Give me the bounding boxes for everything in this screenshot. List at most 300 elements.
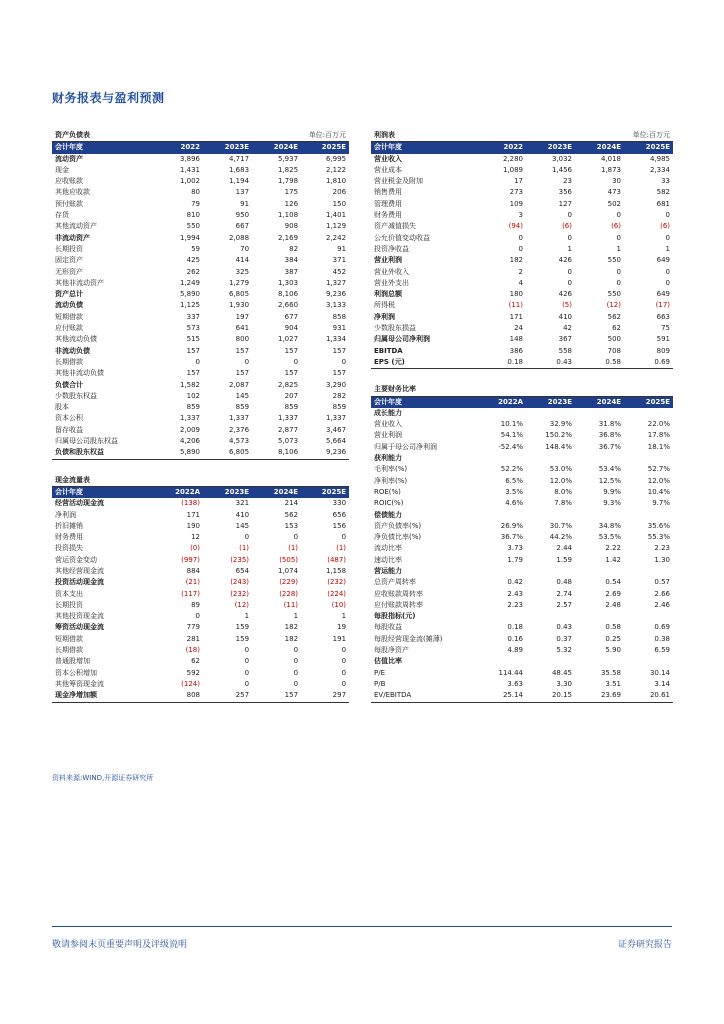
cell-value: 156 (332, 521, 347, 530)
cell-value: 0.69 (624, 357, 673, 369)
cell-value (477, 408, 526, 419)
row-label: 成长能力 (374, 408, 402, 417)
cell-value: 2,169 (277, 233, 299, 242)
column-header-year: 2022 (477, 142, 526, 154)
cell-value: 48.45 (551, 668, 572, 677)
cell-value (624, 408, 673, 419)
table-row (371, 566, 673, 577)
cell-value: (505) (279, 555, 299, 564)
cell-value: 410 (235, 510, 250, 519)
row-label: P/B (374, 679, 386, 688)
cell-value: 23 (563, 177, 572, 186)
cell-value: 562 (284, 510, 299, 519)
cell-value: 800 (235, 335, 250, 344)
section-title-row (52, 475, 349, 487)
cell-value: 931 (332, 324, 347, 333)
row-label: 营业利润 (374, 256, 402, 265)
cell-value: 0 (244, 657, 250, 666)
cell-value: 182 (284, 623, 299, 632)
cell-value: 180 (509, 290, 523, 299)
table-row (371, 622, 673, 633)
cell-value: 0 (244, 357, 250, 366)
cell-value: 859 (332, 403, 347, 412)
table-row (371, 278, 673, 289)
row-label: 营业外收入 (374, 267, 409, 276)
table-row (52, 656, 349, 667)
cell-value: 157 (186, 346, 200, 355)
table-row (52, 668, 349, 679)
row-label: 其他非流动负债 (55, 369, 104, 378)
row-label: 营业税金及附加 (374, 177, 423, 186)
left-financial-table (52, 130, 349, 703)
cell-value: 641 (235, 324, 250, 333)
table-row (52, 498, 349, 509)
cell-value: 91 (240, 199, 250, 208)
section-title-row (371, 384, 673, 396)
column-header-year: 2024E (575, 142, 624, 154)
table-row (371, 442, 673, 453)
row-label: 应付账款 (55, 324, 83, 333)
row-label: 折旧摊销 (55, 521, 83, 530)
cell-value (624, 510, 673, 521)
column-header-year: 2023E (203, 486, 252, 498)
cell-value: 1,303 (277, 278, 299, 287)
cell-value: 1,074 (277, 566, 299, 575)
table-row (52, 346, 349, 357)
footer-disclaimer-link[interactable]: 敬请参阅末页重要声明及评级说明 (52, 940, 188, 950)
cell-value: 550 (607, 256, 621, 265)
column-header-label: 会计年度 (371, 396, 477, 408)
cell-value: 5.90 (605, 646, 621, 655)
row-label: 资产减值损失 (374, 222, 416, 231)
table-row (52, 402, 349, 413)
cell-value: 22.0% (647, 420, 671, 429)
cell-value: 2.46 (654, 600, 671, 609)
cell-value: 1,798 (277, 177, 299, 186)
row-label: 营业收入 (374, 154, 402, 163)
cell-value: 2.23 (654, 544, 671, 553)
cell-value: 3.63 (507, 679, 523, 688)
cell-value: 0 (293, 357, 299, 366)
cell-value: 9,236 (326, 290, 347, 299)
row-label: 流动资产 (55, 154, 83, 163)
footer-divider (52, 926, 672, 927)
cell-value: 191 (332, 634, 347, 643)
table-row (52, 543, 349, 554)
cell-value: 1,930 (228, 301, 250, 310)
cell-value: 44.2% (549, 533, 572, 542)
cell-value: 4,018 (600, 154, 621, 163)
cell-value: 6,805 (203, 447, 252, 459)
column-header-year: 2022 (154, 142, 203, 154)
cell-value: 6,995 (326, 154, 347, 163)
section-spacer (371, 369, 673, 385)
cell-value: 0 (341, 657, 347, 666)
cell-value: 7.8% (554, 499, 572, 508)
column-header-year: 2022A (154, 486, 203, 498)
cell-value: 779 (186, 623, 200, 632)
table-row (371, 176, 673, 187)
cell-value (526, 656, 575, 667)
cell-value: 20.61 (624, 690, 673, 702)
cell-value: 1,125 (179, 301, 200, 310)
cell-value: 582 (656, 188, 671, 197)
cell-value (477, 453, 526, 464)
cell-value: 1 (665, 244, 671, 253)
cell-value: 0.48 (556, 578, 572, 587)
cell-value: (21) (185, 578, 200, 587)
cell-value: (232) (327, 578, 347, 587)
row-label: EPS (元) (371, 357, 477, 369)
cell-value: 282 (332, 391, 347, 400)
section-spacer (52, 459, 349, 475)
cell-value (477, 656, 526, 667)
cell-value: 23.69 (575, 690, 624, 702)
cell-value: 32.9% (549, 420, 572, 429)
section-title: 利润表 (371, 130, 575, 142)
cell-value: 55.3% (647, 533, 671, 542)
cell-value: 30.7% (549, 521, 572, 530)
section-unit (575, 384, 673, 396)
cell-value: 9.7% (652, 499, 671, 508)
cell-value: 12.5% (598, 476, 621, 485)
cell-value: 2.69 (605, 589, 621, 598)
row-label: 应收账款周转率 (374, 589, 423, 598)
cell-value: 1 (293, 612, 299, 621)
table-row (52, 210, 349, 221)
row-label: 销售费用 (374, 188, 402, 197)
cell-value: 0 (665, 211, 671, 220)
cell-value: 42 (563, 324, 572, 333)
row-label: 其他应收款 (55, 188, 90, 197)
cell-value: 1,582 (179, 380, 200, 389)
cell-value: 592 (186, 668, 200, 677)
cell-value: 4,206 (179, 437, 200, 446)
cell-value: 5,937 (277, 154, 299, 163)
cell-value: 54.1% (500, 431, 523, 440)
section-unit (252, 475, 349, 487)
cell-value: 171 (509, 312, 523, 321)
cell-value: 182 (509, 256, 523, 265)
table-row (52, 425, 349, 436)
table-row (52, 199, 349, 210)
table-row (371, 645, 673, 656)
cell-value: 53.4% (598, 465, 621, 474)
cell-value: 656 (332, 510, 347, 519)
row-label: 营业利润 (374, 431, 402, 440)
cell-value: 2,376 (228, 425, 250, 434)
cell-value: (6) (660, 222, 671, 231)
cell-value: 367 (558, 335, 572, 344)
cell-value: 371 (332, 256, 347, 265)
table-row (371, 656, 673, 667)
cell-value: 70 (240, 244, 250, 253)
cell-value: 550 (186, 222, 200, 231)
cell-value: 1,002 (179, 177, 200, 186)
table-row (371, 668, 673, 679)
row-label: 负债和股东权益 (52, 447, 154, 459)
cell-value: 182 (284, 634, 299, 643)
row-label: 非流动负债 (55, 346, 90, 355)
cell-value: 3.14 (654, 679, 671, 688)
cell-value: 30.14 (649, 668, 671, 677)
table-row (52, 357, 349, 368)
row-label: ROIC(%) (374, 499, 404, 508)
cell-value: 0.42 (507, 578, 523, 587)
cell-value: 82 (289, 244, 299, 253)
cell-value: 1.79 (507, 555, 523, 564)
cell-value: 75 (661, 324, 671, 333)
cell-value: 1,327 (326, 278, 347, 287)
cell-value: 12.0% (549, 476, 572, 485)
table-row (371, 532, 673, 543)
cell-value: 950 (235, 211, 250, 220)
cell-value: 2,334 (649, 165, 671, 174)
cell-value: 859 (235, 403, 250, 412)
cell-value: (138) (181, 499, 200, 508)
cell-value: 1,683 (228, 165, 250, 174)
cell-value: 31.8% (598, 420, 621, 429)
cell-value: 1 (567, 244, 572, 253)
table-row (52, 323, 349, 334)
cell-value: 0 (518, 233, 523, 242)
cell-value: 0 (616, 233, 621, 242)
table-row (371, 679, 673, 690)
row-label: 少数股东权益 (55, 391, 97, 400)
row-label: 每股收益 (374, 623, 402, 632)
cell-value: 0 (244, 646, 250, 655)
column-header-year: 2024E (252, 142, 301, 154)
section-title: 资产负债表 (52, 130, 252, 142)
table-row (371, 199, 673, 210)
cell-value: 0.18 (507, 623, 523, 632)
table-row (52, 267, 349, 278)
cell-value (575, 453, 624, 464)
cell-value: (18) (185, 646, 200, 655)
table-row (52, 555, 349, 566)
table-row (371, 244, 673, 255)
cell-value: 4,985 (649, 154, 671, 163)
row-label: 其他经营现金流 (55, 566, 104, 575)
column-header-year: 2025E (301, 486, 349, 498)
cell-value: (0) (190, 544, 200, 553)
cell-value: 3,467 (326, 425, 347, 434)
row-label: 长期借款 (55, 646, 83, 655)
table-row (52, 368, 349, 379)
cell-value: 0 (244, 679, 250, 688)
row-label: 筹资活动现金流 (55, 623, 104, 632)
row-label: 资产总计 (55, 290, 83, 299)
cell-value: 2,877 (277, 425, 299, 434)
cell-value: 0 (293, 679, 299, 688)
cell-value: 12.0% (647, 476, 671, 485)
row-label: 少数股东损益 (374, 324, 416, 333)
cell-value: 1,027 (277, 335, 299, 344)
cell-value: 3.5% (505, 487, 523, 496)
cell-value: 502 (607, 199, 621, 208)
cell-value (526, 566, 575, 577)
cell-value: 1,825 (277, 165, 299, 174)
cell-value: 654 (235, 566, 250, 575)
cell-value: 5,890 (154, 447, 203, 459)
row-label: 其他投资现金流 (55, 612, 104, 621)
table-row (371, 255, 673, 266)
cell-value: 159 (235, 623, 250, 632)
cell-value: 148 (509, 335, 523, 344)
column-header-year: 2025E (624, 396, 673, 408)
cell-value: 884 (186, 566, 200, 575)
cell-value: 8,106 (252, 447, 301, 459)
table-row (52, 589, 349, 600)
cell-value: 0 (665, 278, 671, 287)
table-row (52, 380, 349, 391)
cell-value: 0 (341, 668, 347, 677)
cell-value: 0 (341, 646, 347, 655)
table-row (371, 312, 673, 323)
cell-value: 3,032 (551, 154, 572, 163)
cell-value: 0 (195, 357, 200, 366)
cell-value: (228) (279, 589, 299, 598)
row-label: 所得税 (374, 301, 395, 310)
cell-value: 53.5% (598, 533, 621, 542)
row-label: EBITDA (374, 346, 403, 355)
table-row (371, 690, 673, 702)
cell-value: 356 (558, 188, 572, 197)
cell-value: 157 (235, 346, 250, 355)
cell-value: 175 (284, 188, 299, 197)
cell-value (477, 510, 526, 521)
table-row (371, 300, 673, 311)
cell-value: (1) (239, 544, 250, 553)
right-financial-table (371, 130, 673, 703)
cell-value: 157 (332, 369, 347, 378)
cell-value: 5,664 (326, 437, 347, 446)
table-row (52, 187, 349, 198)
section-title: 主要财务比率 (371, 384, 575, 396)
cell-value: 859 (186, 403, 200, 412)
cell-value: 1,994 (179, 233, 200, 242)
cell-value (624, 611, 673, 622)
table-row (52, 176, 349, 187)
column-header-year: 2023E (526, 396, 575, 408)
cell-value: 5,890 (179, 290, 200, 299)
cell-value: 1,108 (277, 211, 299, 220)
table-row (371, 357, 673, 369)
cell-value (624, 453, 673, 464)
row-label: 获利能力 (374, 454, 402, 463)
cell-value: 127 (558, 199, 572, 208)
section-unit: 单位:百万元 (575, 130, 673, 142)
cell-value: 36.7% (598, 442, 621, 451)
cell-value (624, 656, 673, 667)
cell-value: 0.16 (507, 634, 523, 643)
row-label: 应收账款 (55, 177, 83, 186)
table-row (52, 300, 349, 311)
cell-value: 18.1% (647, 442, 671, 451)
cell-value: 1,456 (551, 165, 572, 174)
row-label: 营业外支出 (374, 278, 409, 287)
row-label: 其他流动负债 (55, 335, 97, 344)
cell-value: 0 (567, 267, 572, 276)
cell-value: 25.14 (477, 690, 526, 702)
row-label: 长期借款 (55, 357, 83, 366)
row-label: 短期借款 (55, 312, 83, 321)
column-header-year: 2022A (477, 396, 526, 408)
cell-value (575, 510, 624, 521)
cell-value: 425 (186, 256, 200, 265)
cell-value (477, 611, 526, 622)
cell-value: 3 (518, 211, 523, 220)
cell-value: 53.0% (549, 465, 572, 474)
cell-value: 207 (284, 391, 299, 400)
row-label: 每股净资产 (374, 646, 409, 655)
cell-value: 8.0% (554, 487, 572, 496)
cell-value: 0.38 (654, 634, 671, 643)
cell-value: 1,129 (326, 222, 347, 231)
table-row (52, 600, 349, 611)
row-label: P/E (374, 668, 386, 677)
cell-value: 0 (567, 278, 572, 287)
cell-value: 1,334 (326, 335, 347, 344)
cell-value: 1.59 (556, 555, 572, 564)
cell-value: 0.58 (575, 357, 624, 369)
cell-value (526, 611, 575, 622)
cell-value: 0 (293, 533, 299, 542)
table-header-row (52, 486, 349, 498)
table-row (52, 436, 349, 447)
row-label: 净利润 (55, 510, 76, 519)
row-label: 普通股增加 (55, 657, 90, 666)
table-row (371, 210, 673, 221)
table-row (371, 323, 673, 334)
row-label: 现金 (55, 165, 69, 174)
cell-value: 6.5% (505, 476, 523, 485)
cell-value: 17 (514, 177, 523, 186)
table-header-row (371, 396, 673, 408)
row-label: 其他流动资产 (55, 222, 97, 231)
section-title-row (371, 130, 673, 142)
cell-value: 858 (332, 312, 347, 321)
cell-value: 2.66 (654, 589, 671, 598)
cell-value: 0.37 (556, 634, 572, 643)
cell-value: 2,242 (326, 233, 347, 242)
table-row (371, 408, 673, 419)
cell-value: (11) (283, 600, 299, 609)
table-row (371, 498, 673, 509)
cell-value: 4,573 (228, 437, 250, 446)
cell-value: 0 (616, 211, 621, 220)
table-row (52, 334, 349, 345)
table-row (371, 289, 673, 300)
cell-value: (10) (331, 600, 347, 609)
cell-value: 62 (191, 657, 200, 666)
cell-value: (235) (230, 555, 250, 564)
row-label: 负债合计 (55, 380, 83, 389)
cell-value: 35.58 (600, 668, 621, 677)
cell-value: (6) (562, 222, 572, 231)
cell-value: 1,337 (228, 414, 250, 423)
cell-value: 2.74 (556, 589, 572, 598)
cell-value: 2.22 (605, 544, 621, 553)
cell-value: 145 (235, 521, 250, 530)
cell-value: 0 (293, 646, 299, 655)
cell-value: 1,158 (326, 566, 347, 575)
table-row (371, 600, 673, 611)
table-row (371, 233, 673, 244)
row-label: 非流动资产 (55, 233, 90, 242)
cell-value: 2,087 (228, 380, 250, 389)
cell-value: 515 (186, 335, 200, 344)
